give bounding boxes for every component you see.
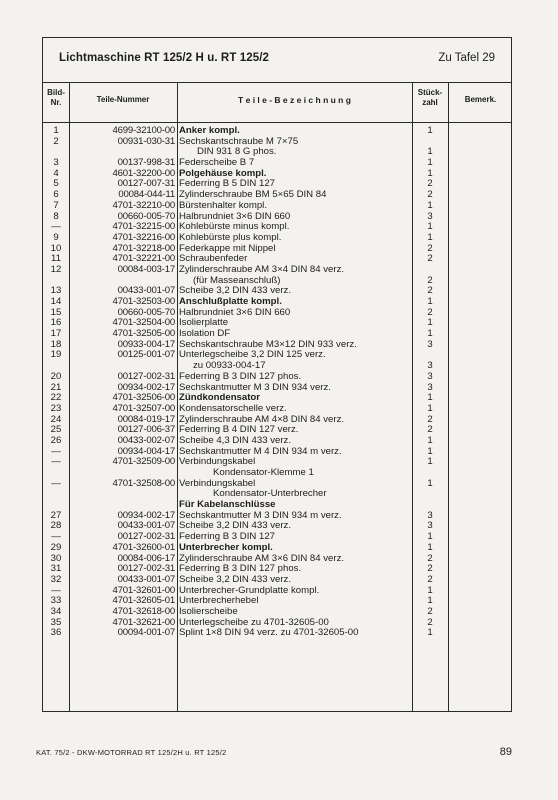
bild-nr: 12	[50, 263, 62, 275]
header-bild-nr: Bild- Nr.	[47, 88, 65, 107]
table-row	[43, 201, 511, 212]
quantity: 2	[427, 616, 433, 628]
table-row	[43, 147, 511, 158]
table-row	[43, 457, 511, 468]
bild-nr: 16	[50, 317, 62, 329]
part-number: 00933-004-17	[117, 338, 175, 350]
part-description: Für Kabelanschlüsse	[179, 500, 276, 511]
part-number: 00934-002-17	[117, 509, 175, 521]
quantity: 2	[427, 424, 433, 436]
part-description: Bürstenhalter kompl.	[179, 200, 267, 211]
quantity: 3	[427, 381, 433, 393]
bild-nr: 2	[53, 135, 59, 147]
part-description: Anker kompl.	[179, 126, 240, 136]
bild-nr: 9	[53, 231, 59, 243]
part-description: Unterbrecherhebel	[179, 596, 259, 607]
part-description: Unterlegscheibe 3,2 DIN 125 verz.	[179, 350, 326, 361]
quantity: 3	[427, 210, 433, 222]
part-description: Isolation DF	[179, 329, 231, 340]
part-number: 4701-32221-00	[112, 253, 175, 265]
part-description: Isolierscheibe	[179, 606, 238, 617]
part-description: Halbrundniet 3×6 DIN 660	[179, 211, 291, 222]
part-description: Kohlebürste minus kompl.	[179, 222, 290, 233]
bild-nr: 10	[50, 242, 62, 254]
bild-nr: 5	[53, 178, 59, 190]
part-description: Anschlußplatte kompl.	[179, 297, 282, 307]
part-description: Zylinderschraube AM 3×4 DIN 84 verz.	[179, 264, 345, 275]
header-stueckzahl: Stück- zahl	[417, 88, 443, 107]
quantity: 2	[427, 605, 433, 617]
quantity: 2	[427, 274, 433, 286]
table-row	[43, 340, 511, 351]
quantity: 1	[427, 392, 433, 404]
bild-nr: 24	[50, 413, 62, 425]
quantity: 1	[427, 317, 433, 329]
part-description: Zündkondensator	[179, 393, 261, 404]
quantity: 1	[427, 296, 433, 307]
plate-reference: Zu Tafel 29	[438, 52, 495, 64]
part-description: Halbrundniet 3×6 DIN 660	[179, 307, 291, 318]
quantity: 1	[427, 199, 433, 211]
part-description: (für Masseanschluß)	[193, 275, 281, 286]
bild-nr: —	[51, 584, 61, 596]
table-row	[43, 554, 511, 565]
part-number: 4701-32618-00	[112, 605, 175, 617]
part-number: 00127-002-31	[117, 531, 175, 543]
bild-nr: 23	[50, 402, 62, 414]
quantity: 3	[427, 520, 433, 532]
part-number: 00127-002-31	[117, 563, 175, 575]
part-description: Isolierplatte	[179, 318, 229, 329]
bild-nr: 22	[50, 392, 62, 404]
bild-nr: 6	[53, 189, 59, 201]
part-number: 4701-32508-00	[112, 477, 175, 489]
table-row	[43, 628, 511, 639]
part-description: Federring B 5 DIN 127	[179, 179, 275, 190]
quantity: 2	[427, 552, 433, 564]
header-teile-nummer: Teile-Nummer	[96, 95, 150, 104]
table-row	[43, 350, 511, 361]
part-description: Unterbrecher-Grundplatte kompl.	[179, 585, 320, 596]
bild-nr: —	[51, 456, 61, 468]
catalog-footer: KAT. 75/2 - DKW-MOTORRAD RT 125/2H u. RT 125/2	[36, 748, 227, 757]
part-description: Sechskantmutter M 3 DIN 934 verz.	[179, 382, 331, 393]
bild-nr: 20	[50, 370, 62, 382]
quantity: 1	[427, 531, 433, 543]
part-description: Federring B 3 DIN 127 phos.	[179, 564, 302, 575]
part-number: 4701-32218-00	[112, 242, 175, 254]
part-description: Federscheibe B 7	[179, 158, 255, 169]
part-description: Scheibe 3,2 DIN 433 verz.	[179, 521, 291, 532]
part-number: 4701-32605-01	[112, 595, 175, 607]
quantity: 1	[427, 445, 433, 457]
part-description: DIN 931 8 G phos.	[197, 147, 277, 158]
part-description: Sechskantschraube M 7×75	[179, 136, 299, 147]
bild-nr: 34	[50, 605, 62, 617]
part-description: Federring B 4 DIN 127 verz.	[179, 425, 299, 436]
table-row	[43, 479, 511, 490]
part-number: 00084-019-17	[117, 413, 175, 425]
part-description: Federring B 3 DIN 127 phos.	[179, 371, 302, 382]
quantity: 2	[427, 189, 433, 201]
quantity: 2	[427, 178, 433, 190]
bild-nr: 7	[53, 199, 59, 211]
part-number: 4601-32200-00	[112, 167, 175, 179]
part-description: Sechskantmutter M 3 DIN 934 m verz.	[179, 510, 342, 521]
table-row	[43, 511, 511, 522]
table-row	[43, 564, 511, 575]
bild-nr: 31	[50, 563, 62, 575]
bild-nr: 30	[50, 552, 62, 564]
table-row	[43, 372, 511, 383]
quantity: 3	[427, 360, 433, 372]
table-row	[43, 265, 511, 276]
table-title-row	[43, 38, 511, 83]
part-description: Verbindungskabel	[179, 457, 256, 468]
quantity: 2	[427, 413, 433, 425]
quantity: 2	[427, 573, 433, 585]
bild-nr: 32	[50, 573, 62, 585]
part-number: 00127-006-37	[117, 424, 175, 436]
table-row	[43, 329, 511, 340]
quantity: 2	[427, 242, 433, 254]
part-description: Kondensatorschelle verz.	[179, 403, 287, 414]
table-row	[43, 521, 511, 532]
part-number: 4701-32506-00	[112, 392, 175, 404]
bild-nr: 26	[50, 434, 62, 446]
bild-nr: 11	[51, 253, 61, 265]
bild-nr: 3	[53, 157, 59, 169]
part-number: 00433-002-07	[117, 434, 175, 446]
table-row	[43, 297, 511, 308]
quantity: 3	[427, 338, 433, 350]
table-row	[43, 489, 511, 500]
part-number: 4701-32601-00	[112, 584, 175, 596]
part-number: 00084-044-11	[118, 189, 175, 201]
table-row	[43, 179, 511, 190]
bild-nr: —	[51, 531, 61, 543]
part-number: 00934-004-17	[117, 445, 175, 457]
table-row	[43, 436, 511, 447]
part-number: 00433-001-07	[117, 520, 175, 532]
column-header-row	[43, 82, 511, 123]
parts-table	[42, 37, 512, 712]
table-row	[43, 137, 511, 148]
part-number: 4701-32600-01	[112, 541, 175, 553]
quantity: 3	[427, 370, 433, 382]
part-number: 4701-32507-00	[112, 402, 175, 414]
table-row	[43, 361, 511, 372]
bild-nr: 21	[50, 381, 62, 393]
page-number: 89	[499, 746, 512, 758]
part-number: 00931-030-31	[117, 135, 175, 147]
part-description: zu 00933-004-17	[193, 361, 266, 372]
part-number: 00137-998-31	[117, 157, 175, 169]
part-description: Polgehäuse kompl.	[179, 168, 267, 179]
part-number: 4701-32216-00	[112, 231, 175, 243]
table-row	[43, 254, 511, 265]
table-row	[43, 500, 511, 511]
part-description: Zylinderschraube AM 4×8 DIN 84 verz.	[179, 414, 345, 425]
quantity: 3	[427, 509, 433, 521]
header-bezeichnung: T e i l e - B e z e i c h n u n g	[238, 95, 351, 105]
part-number: 00127-007-31	[117, 178, 175, 190]
quantity: 2	[427, 253, 433, 265]
part-number: 4701-32215-00	[112, 221, 175, 233]
part-number: 4701-32505-00	[112, 328, 175, 340]
part-number: 00084-003-17	[117, 263, 175, 275]
bild-nr: 4	[53, 167, 59, 179]
bild-nr: 14	[50, 296, 62, 307]
bild-nr: —	[51, 445, 61, 457]
bild-nr: 28	[50, 520, 62, 532]
table-row	[43, 415, 511, 426]
part-number: 00433-001-07	[117, 285, 175, 297]
table-row	[43, 425, 511, 436]
bild-nr: 33	[50, 595, 62, 607]
quantity: 1	[427, 477, 433, 489]
table-body	[43, 126, 511, 639]
bild-nr: 29	[50, 541, 62, 553]
quantity: 1	[427, 456, 433, 468]
table-row	[43, 543, 511, 554]
table-row	[43, 575, 511, 586]
part-description: Zylinderschraube BM 5×65 DIN 84	[179, 190, 327, 201]
quantity: 1	[427, 402, 433, 414]
part-description: Splint 1×8 DIN 94 verz. zu 4701-32605-00	[179, 628, 359, 639]
part-description: Unterlegscheibe zu 4701-32605-00	[179, 617, 329, 628]
quantity: 2	[427, 563, 433, 575]
part-description: Kondensator-Klemme 1	[213, 468, 314, 478]
part-description: Scheibe 3,2 DIN 433 verz.	[179, 286, 291, 297]
bild-nr: 36	[50, 627, 62, 639]
table-row	[43, 126, 511, 137]
table-row	[43, 618, 511, 629]
bild-nr: 35	[50, 616, 62, 628]
bild-nr: 25	[50, 424, 62, 436]
part-number: 4701-32503-00	[112, 296, 175, 307]
part-number: 4701-32509-00	[112, 456, 175, 468]
bild-nr: 13	[50, 285, 62, 297]
part-number: 00934-002-17	[117, 381, 175, 393]
part-number: 00127-002-31	[117, 370, 175, 382]
bild-nr: 1	[53, 125, 59, 136]
quantity: 1	[427, 146, 433, 158]
part-description: Verbindungskabel	[179, 478, 256, 489]
quantity: 1	[427, 595, 433, 607]
part-number: 00660-005-70	[117, 306, 175, 318]
quantity: 1	[427, 157, 433, 169]
part-number: 4699-32100-00	[112, 125, 175, 136]
quantity: 1	[427, 584, 433, 596]
bild-nr: 27	[50, 509, 62, 521]
part-description: Scheibe 3,2 DIN 433 verz.	[179, 574, 291, 585]
part-description: Schraubenfeder	[179, 254, 248, 265]
quantity: 1	[427, 627, 433, 639]
bild-nr: 17	[50, 328, 62, 340]
quantity: 1	[427, 434, 433, 446]
part-number: 4701-32621-00	[112, 616, 175, 628]
quantity: 2	[427, 306, 433, 318]
quantity: 1	[427, 541, 433, 553]
part-description: Sechskantmutter M 4 DIN 934 m verz.	[179, 446, 342, 457]
quantity: 1	[427, 328, 433, 340]
table-row	[43, 169, 511, 180]
part-number: 00125-001-07	[117, 349, 175, 361]
part-description: Kondensator-Unterbrecher	[213, 489, 327, 500]
quantity: 1	[427, 167, 433, 179]
table-row	[43, 276, 511, 287]
part-description: Zylinderschraube AM 3×6 DIN 84 verz.	[179, 553, 345, 564]
table-row	[43, 404, 511, 415]
bild-nr: 19	[50, 349, 62, 361]
quantity: 1	[427, 221, 433, 233]
bild-nr: —	[51, 221, 61, 233]
table-row	[43, 233, 511, 244]
part-description: Unterbrecher kompl.	[179, 542, 273, 553]
bild-nr: 15	[50, 306, 62, 318]
part-number: 4701-32210-00	[112, 199, 175, 211]
quantity: 1	[427, 231, 433, 243]
part-number: 00660-005-70	[117, 210, 175, 222]
part-number: 4701-32504-00	[112, 317, 175, 329]
quantity: 1	[427, 125, 433, 136]
part-description: Federkappe mit Nippel	[179, 243, 276, 254]
part-description: Kohlebürste plus kompl.	[179, 232, 282, 243]
part-description: Scheibe 4,3 DIN 433 verz.	[179, 435, 291, 446]
part-number: 00433-001-07	[117, 573, 175, 585]
bild-nr: 8	[53, 210, 59, 222]
part-description: Federring B 3 DIN 127	[179, 532, 275, 543]
part-number: 00094-001-07	[117, 627, 175, 639]
header-bemerk: Bemerk.	[464, 95, 497, 104]
bild-nr: —	[51, 477, 61, 489]
part-description: Sechskantschraube M3×12 DIN 933 verz.	[179, 339, 357, 350]
part-number: 00084-006-17	[117, 552, 175, 564]
quantity: 2	[427, 285, 433, 297]
bild-nr: 18	[50, 338, 62, 350]
page-title: Lichtmaschine RT 125/2 H u. RT 125/2	[59, 52, 270, 64]
